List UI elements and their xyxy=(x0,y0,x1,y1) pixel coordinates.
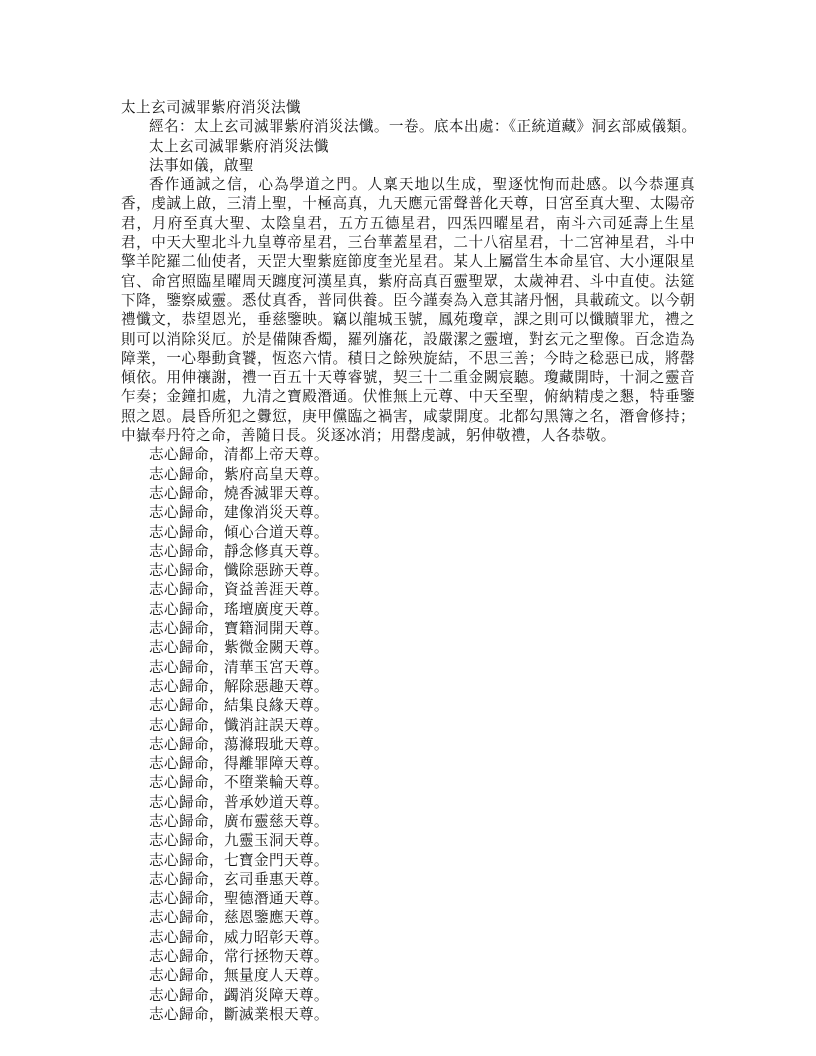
invocation-line: 志心歸命，瑤壇廣度天尊。 xyxy=(149,600,329,618)
invocation-line: 志心歸命，懺除惡跡天尊。 xyxy=(149,562,329,580)
invocation-line: 志心歸命，聖德潛通天尊。 xyxy=(149,890,329,908)
invocation-line: 志心歸命，清都上帝天尊。 xyxy=(149,446,329,464)
document-page xyxy=(121,98,695,1024)
invocation-line: 志心歸命，不墮業輪天尊。 xyxy=(149,774,329,792)
document-subtitle: 太上玄司滅罪紫府消災法懺 xyxy=(149,137,329,155)
scripture-meta: 經名：太上玄司滅罪紫府消災法懺。一卷。底本出處：《正統道藏》洞玄部威儀類。 xyxy=(149,118,697,136)
invocation-line: 志心歸命，懺消註誤天尊。 xyxy=(149,716,329,734)
invocation-line: 志心歸命，九靈玉洞天尊。 xyxy=(149,832,329,850)
invocation-line: 志心歸命，斷滅業根天尊。 xyxy=(149,1005,329,1023)
invocation-line: 志心歸命，慈恩鑒應天尊。 xyxy=(149,909,329,927)
invocation-line: 志心歸命，七寶金門天尊。 xyxy=(149,851,329,869)
invocation-line: 志心歸命，建像消災天尊。 xyxy=(149,504,329,522)
invocation-line: 志心歸命，紫府高皇天尊。 xyxy=(149,465,329,483)
invocation-line: 志心歸命，解除惡趣天尊。 xyxy=(149,677,329,695)
invocation-line: 志心歸命，結集良緣天尊。 xyxy=(149,697,329,715)
invocation-line: 志心歸命，寶籍洞開天尊。 xyxy=(149,620,329,638)
invocation-line: 志心歸命，蠲消災障天尊。 xyxy=(149,986,329,1004)
section-heading: 法事如儀，啟聖 xyxy=(149,156,254,174)
document-title: 太上玄司滅罪紫府消災法懺 xyxy=(121,99,301,116)
invocation-line: 志心歸命，無量度人天尊。 xyxy=(149,967,329,985)
invocation-line: 志心歸命，普承妙道天尊。 xyxy=(149,793,329,811)
invocation-line: 志心歸命，得離罪障天尊。 xyxy=(149,755,329,773)
invocation-line: 志心歸命，燒香滅罪天尊。 xyxy=(149,484,329,502)
invocation-line: 志心歸命，清華玉宮天尊。 xyxy=(149,658,329,676)
body-paragraph: 香作通誠之信，心為學道之門。人稟天地以生成，聖逐忱恂而赴感。以今恭運真香，虔誠上啟，三清上聖，十極高真，九天應元雷聲普化天尊，日宮至真大聖、太陽帝君，月府至真大聖、太陰皇君，五方五德星君，四炁四曜星君，南斗六司延壽上生星君，中天大聖北斗九皇尊帝星君，三台華蓋星君，二十八宿星君，十二宮神星君，斗中擎羊陀羅二仙使者，天罡大聖紫庭節度奎光星君。某人上屬當生本命星官、大小運限星官、命宮照臨星曜周天躔度河漢星真，紫府高真百靈聖眾，太歲神君、斗中直使。法筵下降，鑒察威靈。悉仗真香，普同供養。臣今謹奏為入意其諸丹悃，具載疏文。以今朝禮懺文，恭望恩光，垂慈鑒映。竊以龍城玉號，鳳苑瓊章，課之則可以懺贖罪尤，禮之則可以消除災厄。於是備陳香燭，羅列旛花，設嚴潔之靈壇，對玄元之聖像。百念造為障業，一心舉動貪饕，恆恣六情。積日之餘殃旋結，不思三善；今時之稔惡已成，將罄傾依。用伸禳謝，禮一百五十天尊睿號，契三十二重金闕宸聽。瓊藏開時，十洞之靈音乍奏；金鐘扣處，九清之寶殿潛通。伏惟無上元尊、中天至聖，俯納精虔之懇，特垂鑒照之恩。晨昏所犯之釁愆，庚甲儻臨之禍害，咸蒙開度。北都勾黑簿之名，潛會修持；中嶽奉丹符之命，善隨日長。災逐冰消；用罄虔誠，躬伸敬禮，人各恭敬。 xyxy=(121,176,695,445)
invocation-line: 志心歸命，常行拯物天尊。 xyxy=(149,948,329,966)
invocation-line: 志心歸命，玄司垂惠天尊。 xyxy=(149,870,329,888)
invocation-line: 志心歸命，紫微金闕天尊。 xyxy=(149,639,329,657)
invocation-line: 志心歸命，廣布靈慈天尊。 xyxy=(149,812,329,830)
invocation-list xyxy=(121,445,695,1024)
invocation-line: 志心歸命，資益善涯天尊。 xyxy=(149,581,329,599)
invocation-line: 志心歸命，威力昭彰天尊。 xyxy=(149,928,329,946)
invocation-line: 志心歸命，靜念修真天尊。 xyxy=(149,542,329,560)
invocation-line: 志心歸命，蕩滌瑕玼天尊。 xyxy=(149,735,329,753)
invocation-line: 志心歸命，傾心合道天尊。 xyxy=(149,523,329,541)
